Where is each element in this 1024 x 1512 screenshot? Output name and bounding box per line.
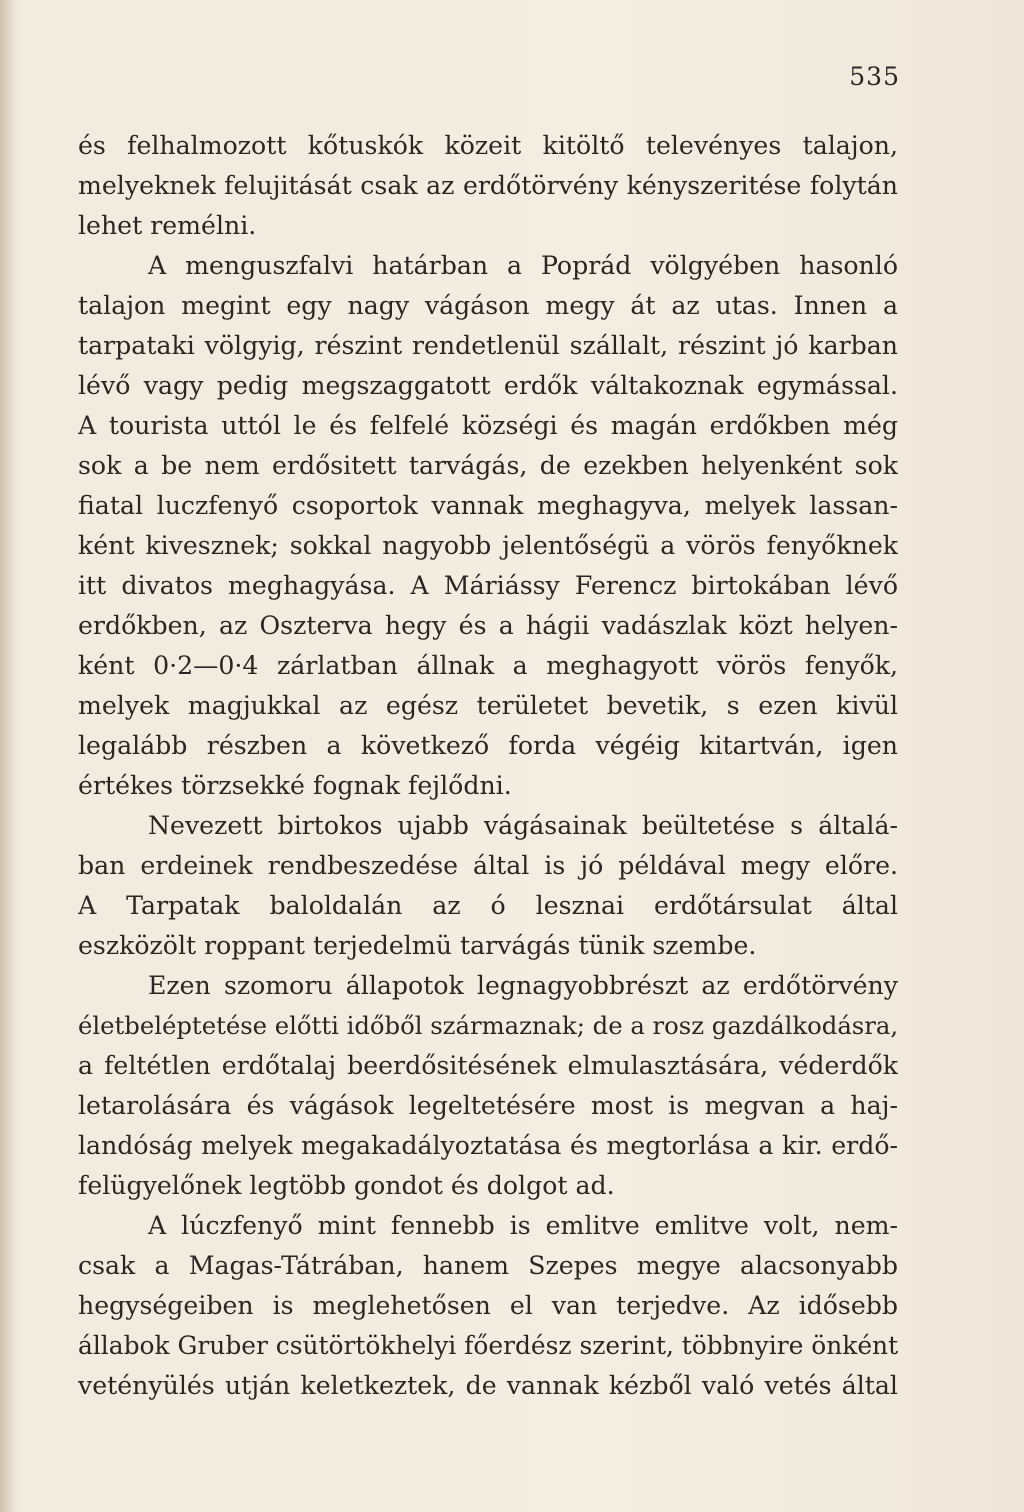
text-line: A lúczfenyő mint fennebb is emlitve emlitve volt, nem- xyxy=(148,1211,898,1240)
text-line: Ezen szomoru állapotok legnagyobbrészt az erdőtörvény xyxy=(148,971,898,1000)
text-line: sok a be nem erdősitett tarvágás, de ezekben helyenként sok xyxy=(78,451,898,480)
text-line: értékes törzsekké fognak fejlődni. xyxy=(78,771,512,800)
text-line: letarolására és vágások legeltetésére most is megvan a haj- xyxy=(78,1091,898,1120)
text-line: lévő vagy pedig megszaggatott erdők váltakoznak egymással. xyxy=(78,371,898,400)
text-line: ként 0·2—0·4 zárlatban állnak a meghagyott vörös fenyők, xyxy=(78,651,898,680)
text-line: felügyelőnek legtöbb gondot és dolgot ad. xyxy=(78,1171,615,1200)
text-line: hegységeiben is meglehetősen el van terjedve. Az idősebb xyxy=(78,1291,898,1320)
text-line: melyeknek felujitását csak az erdőtörvény kényszeritése folytán xyxy=(78,171,898,200)
text-line: talajon megint egy nagy vágáson megy át az utas. Innen a xyxy=(78,291,898,320)
text-line: tarpataki völgyig, részint rendetlenül szállalt, részint jó karban xyxy=(78,331,898,360)
text-line: legalább részben a következő forda végéig kitartván, igen xyxy=(78,731,898,760)
text-line: csak a Magas-Tátrában, hanem Szepes megye alacsonyabb xyxy=(78,1251,898,1280)
text-line: fiatal luczfenyő csoportok vannak meghagyva, melyek lassan- xyxy=(78,491,898,520)
text-line: vetényülés utján keletkeztek, de vannak kézből való vetés által xyxy=(78,1371,898,1400)
body-text xyxy=(78,126,898,1406)
page-gutter-shadow xyxy=(0,0,14,1512)
text-line: erdőkben, az Oszterva hegy és a hágii vadászlak közt helyen- xyxy=(78,611,898,640)
text-line: életbeléptetése előtti időből származnak; de a rosz gazdálkodásra, xyxy=(78,1011,898,1040)
text-line: Nevezett birtokos ujabb vágásainak beültetése s általá- xyxy=(148,811,898,840)
text-line: ban erdeinek rendbeszedése által is jó példával megy előre. xyxy=(78,851,898,880)
text-line: ként kivesznek; sokkal nagyobb jelentőségü a vörös fenyőknek xyxy=(78,531,898,560)
text-line: melyek magjukkal az egész területet bevetik, s ezen kivül xyxy=(78,691,898,720)
text-line: és felhalmozott kőtuskók közeit kitöltő televényes talajon, xyxy=(78,131,898,160)
text-line: itt divatos meghagyása. A Máriássy Ferencz birtokában lévő xyxy=(78,571,898,600)
text-line: eszközölt roppant terjedelmü tarvágás tünik szembe. xyxy=(78,931,757,960)
text-line: lehet remélni. xyxy=(78,211,257,240)
text-line: állabok Gruber csütörtökhelyi főerdész szerint, többnyire önként xyxy=(78,1331,898,1360)
text-line: a feltétlen erdőtalaj beerdősitésének elmulasztására, véderdők xyxy=(78,1051,898,1080)
text-line: A Tarpatak baloldalán az ó lesznai erdőtársulat által xyxy=(78,891,898,920)
page-number: 535 xyxy=(849,62,900,91)
text-line: A menguszfalvi határban a Poprád völgyében hasonló xyxy=(148,251,898,280)
text-line: landóság melyek megakadályoztatása és megtorlása a kir. erdő- xyxy=(78,1131,898,1160)
text-line: A tourista uttól le és felfelé községi és magán erdőkben még xyxy=(78,411,898,440)
